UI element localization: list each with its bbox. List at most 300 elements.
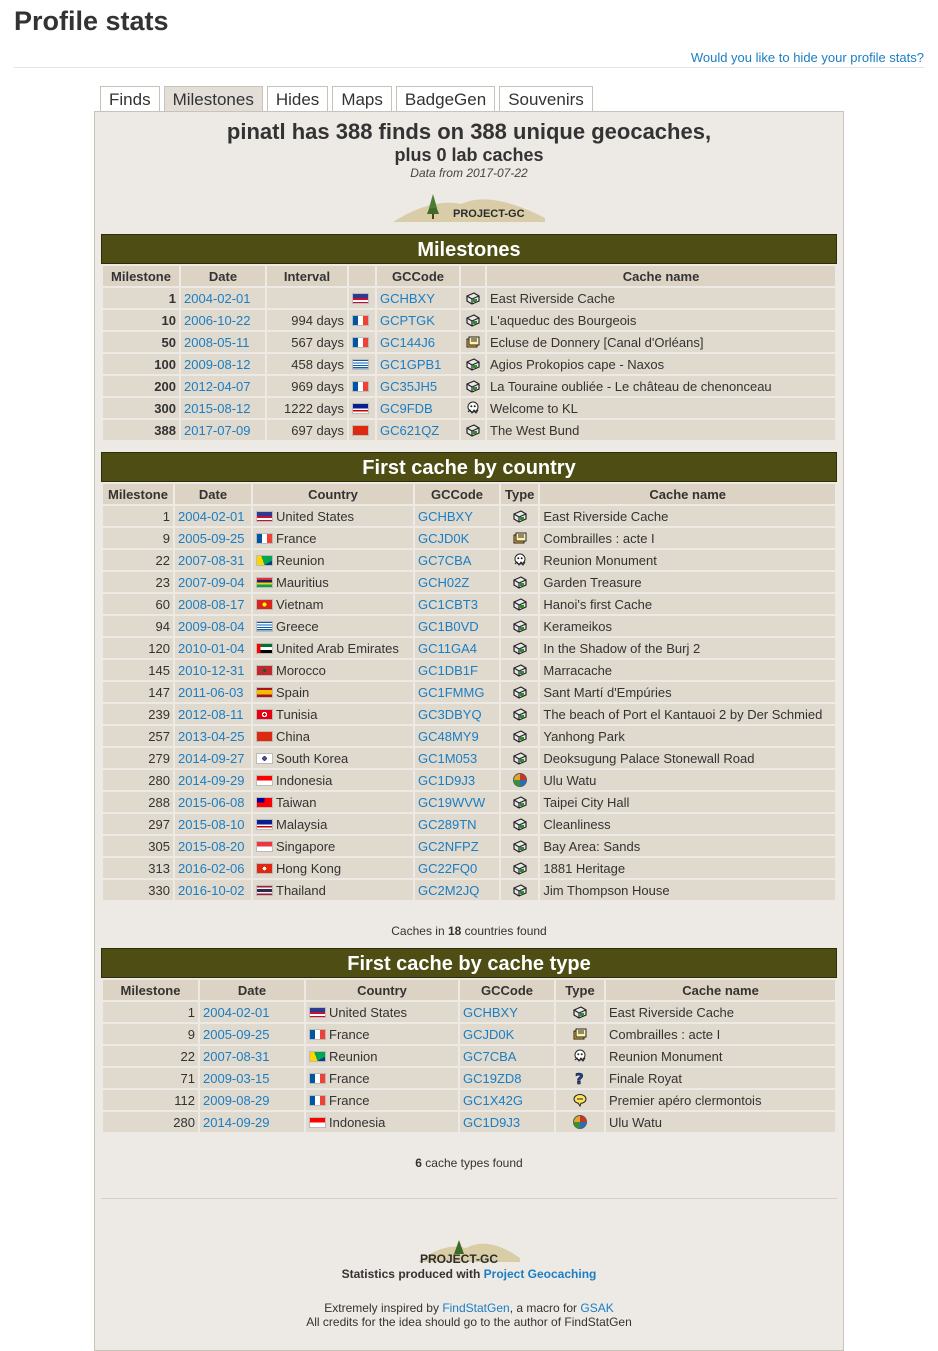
date-link[interactable]: 2007-08-31 — [203, 1048, 270, 1064]
gccode-link[interactable]: GCHBXY — [418, 508, 473, 524]
gccode-cell — [415, 770, 499, 790]
project-gc-logo[interactable] — [391, 184, 547, 224]
date-link[interactable]: 2013-04-25 — [178, 728, 245, 744]
country-cell — [253, 616, 413, 636]
gsak-link[interactable]: GSAK — [580, 1301, 614, 1315]
type-title: First cache by cache type — [101, 948, 837, 978]
date-link[interactable]: 2004-02-01 — [203, 1004, 270, 1020]
table-row — [103, 354, 835, 374]
stats-panel — [94, 111, 844, 1351]
type-cell — [461, 288, 485, 308]
cache-name: Ecluse de Donnery [Canal d'Orléans] — [487, 332, 835, 352]
flag-fr-icon — [256, 533, 273, 544]
findstatgen-link[interactable]: FindStatGen — [442, 1301, 510, 1315]
flag-fr-icon — [309, 1073, 326, 1084]
country-name: France — [329, 1092, 370, 1108]
country-cell — [253, 660, 413, 680]
date-link[interactable]: 2015-08-10 — [178, 816, 245, 832]
table-row — [103, 572, 835, 592]
date-link[interactable]: 2005-09-25 — [203, 1026, 270, 1042]
date-link[interactable]: 2012-04-07 — [184, 378, 251, 394]
traditional-cache-icon — [465, 312, 481, 327]
gccode-link[interactable]: GC1X42G — [463, 1092, 523, 1108]
country-cell — [306, 1046, 458, 1066]
cache-name: L'aqueduc des Bourgeois — [487, 310, 835, 330]
country-name: Indonesia — [276, 772, 333, 788]
country-name: Morocco — [276, 662, 326, 678]
gccode-cell — [377, 332, 459, 352]
milestone-number: 100 — [103, 354, 179, 374]
interval — [267, 288, 347, 308]
multi-cache-icon — [512, 530, 528, 545]
column-header-type: Type — [501, 484, 538, 504]
country-cell — [306, 1112, 458, 1132]
milestone-number: 200 — [103, 376, 179, 396]
gccode-link[interactable]: GC1DB1F — [418, 662, 478, 678]
traditional-cache-icon — [512, 794, 528, 809]
date-link[interactable]: 2004-02-01 — [178, 508, 245, 524]
traditional-cache-icon — [512, 618, 528, 633]
footer — [95, 1232, 843, 1329]
milestone-number: 280 — [103, 1112, 198, 1132]
date-cell — [175, 814, 251, 834]
milestone-number: 145 — [103, 660, 173, 680]
date-cell — [175, 726, 251, 746]
column-header-date: Date — [181, 266, 265, 286]
gccode-link[interactable]: GC2M2JQ — [418, 882, 480, 898]
gccode-link[interactable]: GC1CBT3 — [418, 596, 478, 612]
traditional-cache-icon — [512, 574, 528, 589]
column-header-milestone: Milestone — [103, 484, 173, 504]
table-row — [103, 310, 835, 330]
date-link[interactable]: 2009-03-15 — [203, 1070, 270, 1086]
milestone-number: 71 — [103, 1068, 198, 1088]
date-link[interactable]: 2015-08-20 — [178, 838, 245, 854]
gccode-link[interactable]: GC2NFPZ — [418, 838, 479, 854]
table-row — [103, 814, 835, 834]
gccode-link[interactable]: GC19WVW — [418, 794, 486, 810]
table-row — [103, 638, 835, 658]
type-cell — [461, 332, 485, 352]
gccode-link[interactable]: GC11GA4 — [418, 640, 478, 656]
type-cell — [501, 528, 538, 548]
date-link[interactable]: 2007-09-04 — [178, 574, 245, 590]
flag-cell — [349, 420, 375, 440]
country-cell — [253, 858, 413, 878]
virtual-cache-icon — [465, 400, 481, 415]
gccode-link[interactable]: GC289TN — [418, 816, 477, 832]
table-row — [103, 420, 835, 440]
produced-with: Statistics produced with Project Geocaching — [341, 1267, 597, 1281]
type-section — [101, 948, 837, 1170]
type-cell — [461, 310, 485, 330]
multi-cache-icon — [465, 334, 481, 349]
date-link[interactable]: 2016-02-06 — [178, 860, 245, 876]
gccode-cell — [415, 572, 499, 592]
gccode-cell — [415, 638, 499, 658]
date-link[interactable]: 2017-07-09 — [184, 422, 251, 438]
milestone-number: 388 — [103, 420, 179, 440]
date-link[interactable]: 2015-06-08 — [178, 794, 245, 810]
svg-text:PROJECT-GC: PROJECT-GC — [420, 1252, 499, 1264]
date-link[interactable]: 2005-09-25 — [178, 530, 245, 546]
country-cell — [306, 1068, 458, 1088]
column-header-gccode: GCCode — [377, 266, 459, 286]
country-name: Greece — [276, 618, 319, 634]
gccode-link[interactable]: GC19ZD8 — [463, 1070, 522, 1086]
country-name: Vietnam — [276, 596, 324, 612]
cache-name: Deoksugung Palace Stonewall Road — [540, 748, 835, 768]
milestone-number: 60 — [103, 594, 173, 614]
date-cell — [181, 310, 265, 330]
table-row — [103, 594, 835, 614]
gccode-link[interactable]: GC3DBYQ — [418, 706, 482, 722]
date-link[interactable]: 2014-09-29 — [178, 772, 245, 788]
country-name: United Arab Emirates — [276, 640, 399, 656]
gccode-link[interactable]: GCJD0K — [418, 530, 470, 546]
milestone-number: 305 — [103, 836, 173, 856]
gccode-link[interactable]: GC1M053 — [418, 750, 478, 766]
cache-name: Finale Royat — [606, 1068, 835, 1088]
type-cell — [501, 704, 538, 724]
gccode-cell — [415, 528, 499, 548]
gccode-cell — [460, 1112, 554, 1132]
credits-note: All credits for the idea should go to the author of FindStatGen — [306, 1315, 632, 1329]
type-cell — [501, 682, 538, 702]
country-cell — [253, 572, 413, 592]
flag-cn-icon — [256, 731, 273, 742]
svg-text:PROJECT-GC: PROJECT-GC — [453, 208, 525, 220]
traditional-cache-icon — [465, 422, 481, 437]
traditional-cache-icon — [572, 1004, 588, 1019]
date-cell — [175, 660, 251, 680]
flag-cell — [349, 354, 375, 374]
table-row — [103, 1112, 835, 1132]
country-table — [101, 482, 837, 902]
column-header-milestone: Milestone — [103, 266, 179, 286]
type-cell — [461, 354, 485, 374]
milestone-number: 313 — [103, 858, 173, 878]
type-cell — [556, 1090, 604, 1110]
tab-souvenirs[interactable]: Souvenirs — [499, 86, 593, 112]
traditional-cache-icon — [512, 640, 528, 655]
table-row — [103, 682, 835, 702]
date-link[interactable]: 2014-09-29 — [203, 1114, 270, 1130]
date-link[interactable]: 2008-08-17 — [178, 596, 245, 612]
flag-re-icon — [256, 555, 273, 566]
gccode-link[interactable]: GC1FMMG — [418, 684, 485, 700]
flag-fr-icon — [352, 337, 369, 348]
date-cell — [175, 858, 251, 878]
traditional-cache-icon — [512, 838, 528, 853]
countries-found-note: Caches in 18 countries found — [391, 924, 547, 938]
table-row — [103, 1024, 835, 1044]
milestone-number: 280 — [103, 770, 173, 790]
table-row — [103, 616, 835, 636]
flag-fr-icon — [352, 315, 369, 326]
type-cell — [501, 792, 538, 812]
date-cell — [175, 880, 251, 900]
column-header-gccode: GCCode — [415, 484, 499, 504]
type-cell — [501, 638, 538, 658]
cache-name: Ulu Watu — [606, 1112, 835, 1132]
date-link[interactable]: 2012-08-11 — [178, 706, 244, 722]
traditional-cache-icon — [465, 378, 481, 393]
flag-hk-icon — [256, 863, 273, 874]
table-row — [103, 1090, 835, 1110]
type-cell — [501, 616, 538, 636]
type-table — [101, 978, 837, 1134]
cache-name: Reunion Monument — [540, 550, 835, 570]
table-row — [103, 726, 835, 746]
date-link[interactable]: 2014-09-27 — [178, 750, 245, 766]
table-row — [103, 770, 835, 790]
type-cell — [501, 880, 538, 900]
milestones-title: Milestones — [101, 234, 837, 264]
svg-text:?: ? — [575, 1070, 584, 1087]
country-name: Spain — [276, 684, 310, 700]
date-link[interactable]: 2004-02-01 — [184, 290, 251, 306]
gccode-link[interactable]: GCPTGK — [380, 312, 435, 328]
date-cell — [200, 1112, 304, 1132]
flag-sg-icon — [256, 841, 273, 852]
country-cell — [253, 748, 413, 768]
traditional-cache-icon — [512, 882, 528, 897]
country-name: South Korea — [276, 750, 349, 766]
mystery-cache-icon — [572, 1070, 588, 1085]
milestone-number: 1 — [103, 1002, 198, 1022]
cache-name: Bay Area: Sands — [540, 836, 835, 856]
traditional-cache-icon — [512, 750, 528, 765]
milestones-table — [101, 264, 837, 442]
cache-name: Hanoi's first Cache — [540, 594, 835, 614]
gccode-link[interactable]: GCJD0K — [463, 1026, 515, 1042]
gccode-link[interactable]: GC9FDB — [380, 400, 433, 416]
flag-cell — [349, 376, 375, 396]
flag-my-icon — [256, 819, 273, 830]
type-cell — [501, 814, 538, 834]
country-name: France — [329, 1026, 370, 1042]
milestone-number: 288 — [103, 792, 173, 812]
country-cell — [253, 550, 413, 570]
country-name: Hong Kong — [276, 860, 342, 876]
milestone-number: 297 — [103, 814, 173, 834]
gccode-cell — [377, 288, 459, 308]
tab-finds[interactable]: Finds — [100, 86, 160, 112]
gccode-link[interactable]: GC1D9J3 — [418, 772, 476, 788]
tab-maps[interactable]: Maps — [332, 86, 392, 112]
gccode-link[interactable]: GCHBXY — [380, 290, 435, 306]
milestone-number: 239 — [103, 704, 173, 724]
flag-fr-icon — [352, 381, 369, 392]
date-link[interactable]: 2016-10-02 — [178, 882, 245, 898]
gccode-link[interactable]: GC22FQ0 — [418, 860, 478, 876]
country-name: Malaysia — [276, 816, 328, 832]
virtual-cache-icon — [512, 552, 528, 567]
milestone-number: 330 — [103, 880, 173, 900]
type-cell — [501, 660, 538, 680]
gccode-link[interactable]: GC7CBA — [418, 552, 472, 568]
cache-name: Taipei City Hall — [540, 792, 835, 812]
cache-name: Garden Treasure — [540, 572, 835, 592]
flag-ma-icon — [256, 665, 273, 676]
gccode-link[interactable]: GCH02Z — [418, 574, 470, 590]
date-cell — [175, 572, 251, 592]
cache-name: Welcome to KL — [487, 398, 835, 418]
gccode-link[interactable]: GC7CBA — [463, 1048, 517, 1064]
types-found-note: 6 cache types found — [415, 1156, 523, 1170]
lab-caches-summary: plus 0 lab caches — [394, 145, 544, 165]
milestone-number: 10 — [103, 310, 179, 330]
table-row — [103, 704, 835, 724]
type-cell — [501, 770, 538, 790]
gccode-cell — [415, 704, 499, 724]
country-title: First cache by country — [101, 452, 837, 482]
column-header-country: Country — [253, 484, 413, 504]
date-link[interactable]: 2008-05-11 — [184, 334, 250, 350]
table-row — [103, 332, 835, 352]
cache-name: In the Shadow of the Burj 2 — [540, 638, 835, 658]
flag-id-icon — [256, 775, 273, 786]
country-name: Mauritius — [276, 574, 329, 590]
column-header-country: Country — [306, 980, 458, 1000]
gccode-cell — [415, 506, 499, 526]
country-name: France — [329, 1070, 370, 1086]
tab-hides[interactable]: Hides — [267, 86, 328, 112]
country-name: Singapore — [276, 838, 336, 854]
gccode-link[interactable]: GC48MY9 — [418, 728, 479, 744]
cache-name: Marracache — [540, 660, 835, 680]
flag-us-icon — [352, 293, 369, 304]
flag-es-icon — [256, 687, 273, 698]
footer-project-gc-logo[interactable] — [414, 1232, 524, 1264]
cache-name: East Riverside Cache — [540, 506, 835, 526]
cache-name: Combrailles : acte I — [540, 528, 835, 548]
page-title: Profile stats — [14, 6, 169, 36]
gccode-cell — [415, 726, 499, 746]
cache-name: Jim Thompson House — [540, 880, 835, 900]
type-cell — [461, 420, 485, 440]
gccode-cell — [377, 310, 459, 330]
flag-cn-icon — [352, 425, 369, 436]
type-cell — [556, 1112, 604, 1132]
table-row — [103, 398, 835, 418]
table-row — [103, 1068, 835, 1088]
country-section — [101, 452, 837, 938]
country-name: Tunisia — [276, 706, 318, 722]
earth-cache-icon — [572, 1114, 588, 1129]
country-name: Reunion — [276, 552, 325, 568]
date-cell — [181, 354, 265, 374]
type-cell — [501, 726, 538, 746]
gccode-link[interactable]: GC1D9J3 — [463, 1114, 521, 1130]
country-cell — [253, 638, 413, 658]
column-header-cache-name: Cache name — [606, 980, 835, 1000]
tab-milestones[interactable]: Milestones — [164, 86, 263, 112]
column-header-milestone: Milestone — [103, 980, 198, 1000]
gccode-link[interactable]: GC1GPB1 — [380, 356, 442, 372]
gccode-link[interactable]: GC1B0VD — [418, 618, 479, 634]
milestone-number: 112 — [103, 1090, 198, 1110]
date-link[interactable]: 2007-08-31 — [178, 552, 245, 568]
date-link[interactable]: 2009-08-12 — [184, 356, 251, 372]
interval: 567 days — [267, 332, 347, 352]
table-row — [103, 792, 835, 812]
date-link[interactable]: 2006-10-22 — [184, 312, 251, 328]
date-cell — [181, 332, 265, 352]
gccode-link[interactable]: GC621QZ — [380, 422, 440, 438]
country-cell — [253, 528, 413, 548]
date-link[interactable]: 2009-08-04 — [178, 618, 245, 634]
gccode-cell — [415, 880, 499, 900]
tab-badgegen[interactable]: BadgeGen — [396, 86, 495, 112]
stats-header — [95, 120, 843, 224]
milestone-number: 9 — [103, 528, 173, 548]
type-cell — [556, 1024, 604, 1044]
date-cell — [181, 420, 265, 440]
gccode-link[interactable]: GC35JH5 — [380, 378, 438, 394]
traditional-cache-icon — [512, 508, 528, 523]
date-link[interactable]: 2009-08-29 — [203, 1092, 270, 1108]
country-cell — [306, 1090, 458, 1110]
virtual-cache-icon — [572, 1048, 588, 1063]
date-link[interactable]: 2010-12-31 — [178, 662, 245, 678]
cache-name: Ulu Watu — [540, 770, 835, 790]
column-header-date: Date — [175, 484, 251, 504]
table-row — [103, 660, 835, 680]
gccode-link[interactable]: GC144J6 — [380, 334, 435, 350]
gccode-link[interactable]: GCHBXY — [463, 1004, 518, 1020]
gccode-cell — [415, 682, 499, 702]
column-header-blank-3 — [349, 266, 375, 286]
multi-cache-icon — [572, 1026, 588, 1041]
title-divider — [14, 67, 924, 68]
gccode-cell — [415, 660, 499, 680]
date-link[interactable]: 2010-01-04 — [178, 640, 245, 656]
country-name: United States — [276, 508, 355, 524]
flag-cell — [349, 332, 375, 352]
country-name: United States — [329, 1004, 408, 1020]
table-row — [103, 880, 835, 900]
project-geocaching-link[interactable]: Project Geocaching — [483, 1267, 597, 1281]
date-cell — [200, 1002, 304, 1022]
cache-name: East Riverside Cache — [487, 288, 835, 308]
date-cell — [200, 1090, 304, 1110]
milestone-number: 1 — [103, 288, 179, 308]
country-cell — [253, 792, 413, 812]
country-name: Taiwan — [276, 794, 317, 810]
date-link[interactable]: 2011-06-03 — [178, 684, 244, 700]
hide-profile-stats-link[interactable]: Would you like to hide your profile stats? — [690, 50, 924, 65]
flag-mu-icon — [256, 577, 273, 588]
date-link[interactable]: 2015-08-12 — [184, 400, 251, 416]
date-cell — [175, 638, 251, 658]
milestone-number: 279 — [103, 748, 173, 768]
date-cell — [175, 594, 251, 614]
flag-tn-icon — [256, 709, 273, 720]
milestone-number: 257 — [103, 726, 173, 746]
milestone-number: 23 — [103, 572, 173, 592]
column-header-interval: Interval — [267, 266, 347, 286]
interval: 994 days — [267, 310, 347, 330]
country-cell — [306, 1024, 458, 1044]
milestone-number: 1 — [103, 506, 173, 526]
gccode-cell — [377, 354, 459, 374]
gccode-cell — [460, 1002, 554, 1022]
flag-fr-icon — [309, 1095, 326, 1106]
type-cell — [556, 1002, 604, 1022]
country-cell — [253, 770, 413, 790]
